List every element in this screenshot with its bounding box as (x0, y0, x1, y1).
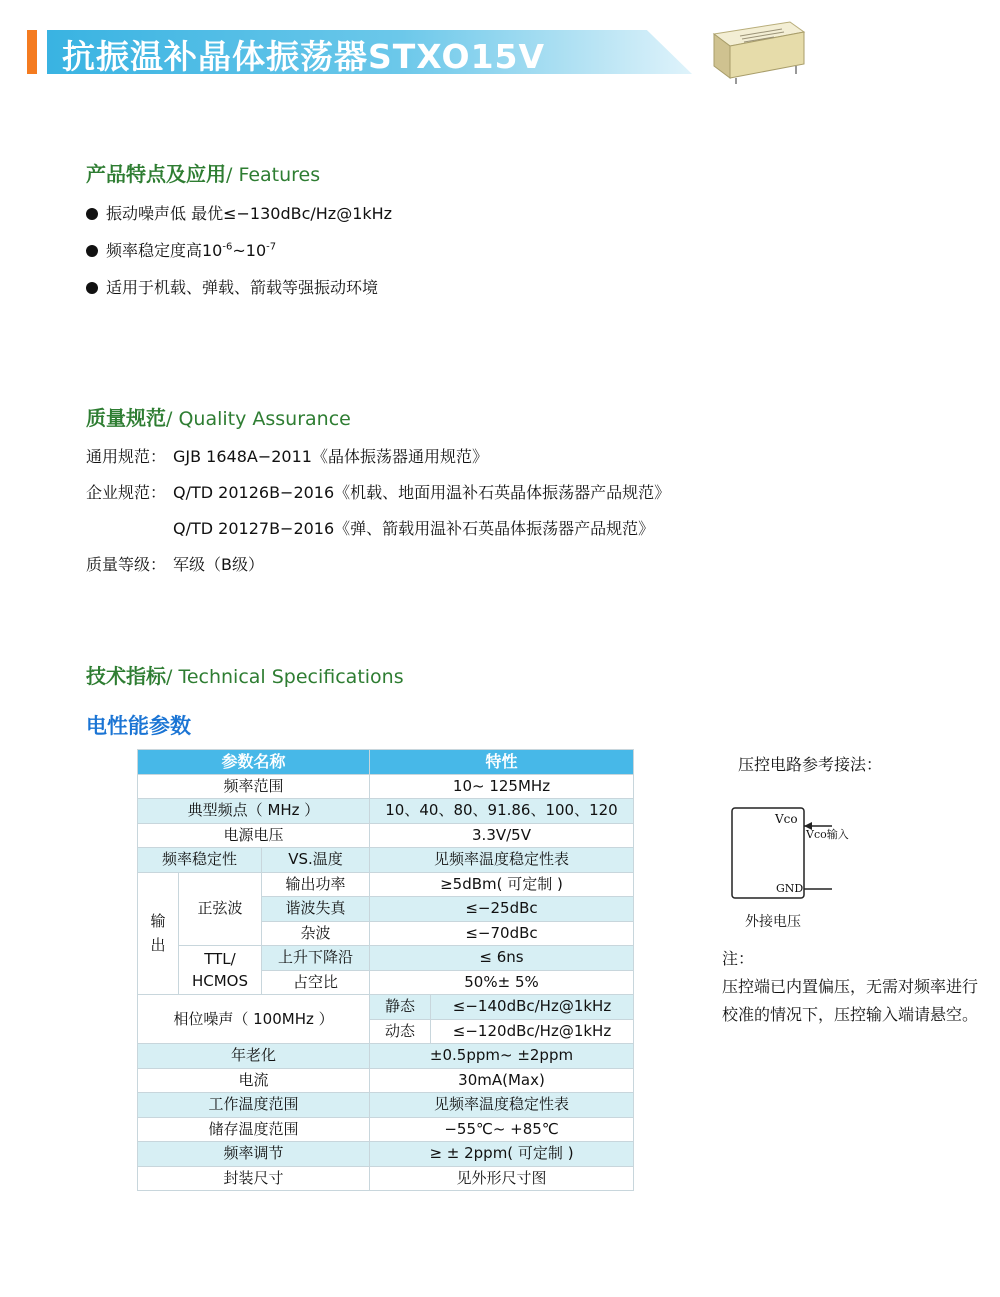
table-row: 动态 ≤−120dBc/Hz@1kHz (138, 1019, 634, 1044)
table-row: 输出 正弦波 输出功率 ≥5dBm( 可定制 ) (138, 872, 634, 897)
features-heading (86, 158, 320, 187)
qa-grade-value: 军级（B级） (173, 555, 264, 574)
table-row: 典型频点（ MHz ） 10、40、80、91.86、100、120 (138, 799, 634, 824)
note-text: 压控端已内置偏压，无需对频率进行校准的情况下，压控输入端请悬空。 (722, 977, 979, 1024)
qa-grade-label: 质量等级： (86, 555, 167, 574)
product-photo (700, 14, 812, 84)
table-row: 工作温度范围 见频率温度稳定性表 (138, 1093, 634, 1118)
features-heading-en: / Features (226, 164, 321, 186)
features-heading-cn: 产品特点及应用 (86, 162, 226, 186)
bullet-icon (86, 282, 98, 294)
pin-vco-label: Vco (775, 812, 798, 826)
tech-heading: 技术指标/ Technical Specifications (86, 664, 404, 688)
circuit-title: 压控电路参考接法： (738, 755, 883, 774)
table-row: 年老化 ±0.5ppm~ ±2ppm (138, 1044, 634, 1069)
qa-general-label: 通用规范： (86, 447, 167, 466)
bullet-icon (86, 245, 98, 257)
table-row: 电源电压 3.3V/5V (138, 823, 634, 848)
electrical-subtitle: 电性能参数 (86, 714, 191, 738)
table-row: 封装尺寸 见外形尺寸图 (138, 1166, 634, 1191)
table-header-row: 参数名称 特性 (138, 750, 634, 775)
bullet-icon (86, 208, 98, 220)
feature-item: 振动噪声低 最优≤−130dBc/Hz@1kHz (86, 201, 392, 224)
table-row: 频率调节 ≥ ± 2ppm( 可定制 ) (138, 1142, 634, 1167)
table-row: 谐波失真 ≤−25dBc (138, 897, 634, 922)
feature-item: 适用于机载、弹载、箭载等强振动环境 (86, 275, 378, 298)
qa-enterprise-value-2: Q/TD 20127B−2016《弹、箭载用温补石英晶体振荡器产品规范》 (173, 519, 655, 538)
table-row: TTL/ HCMOS 上升下降沿 ≤ 6ns (138, 946, 634, 971)
output-group-label: 输出 (138, 872, 179, 995)
qa-general-value: GJB 1648A−2011《晶体振荡器通用规范》 (173, 447, 488, 466)
quality-heading: 质量规范/ Quality Assurance (86, 406, 351, 430)
page-title: 抗振温补晶体振荡器STXO15V (62, 37, 546, 76)
table-row: 相位噪声（ 100MHz ） 静态 ≤−140dBc/Hz@1kHz (138, 995, 634, 1020)
qa-enterprise-label: 企业规范： (86, 483, 167, 502)
table-row: 电流 30mA(Max) (138, 1068, 634, 1093)
table-row: 频率稳定性 VS.温度 见频率温度稳定性表 (138, 848, 634, 873)
circuit-caption: 外接电压 (745, 914, 801, 930)
table-row: 杂波 ≤−70dBc (138, 921, 634, 946)
pin-vco-input-label: Vco输入 (806, 828, 849, 841)
pin-gnd-label: GND (776, 882, 804, 895)
note-title: 注： (722, 949, 755, 968)
table-row: 占空比 50%± 5% (138, 970, 634, 995)
qa-enterprise-value: Q/TD 20126B−2016《机载、地面用温补石英晶体振荡器产品规范》 (173, 483, 671, 502)
table-row: 频率范围 10~ 125MHz (138, 774, 634, 799)
header-accent-bar (27, 30, 37, 74)
note-block (722, 945, 982, 1029)
spec-table (137, 749, 634, 1191)
table-row: 储存温度范围 −55℃~ +85℃ (138, 1117, 634, 1142)
feature-item: 频率稳定度高$10^{-6}\sim 10^{-7}$ (86, 238, 276, 261)
